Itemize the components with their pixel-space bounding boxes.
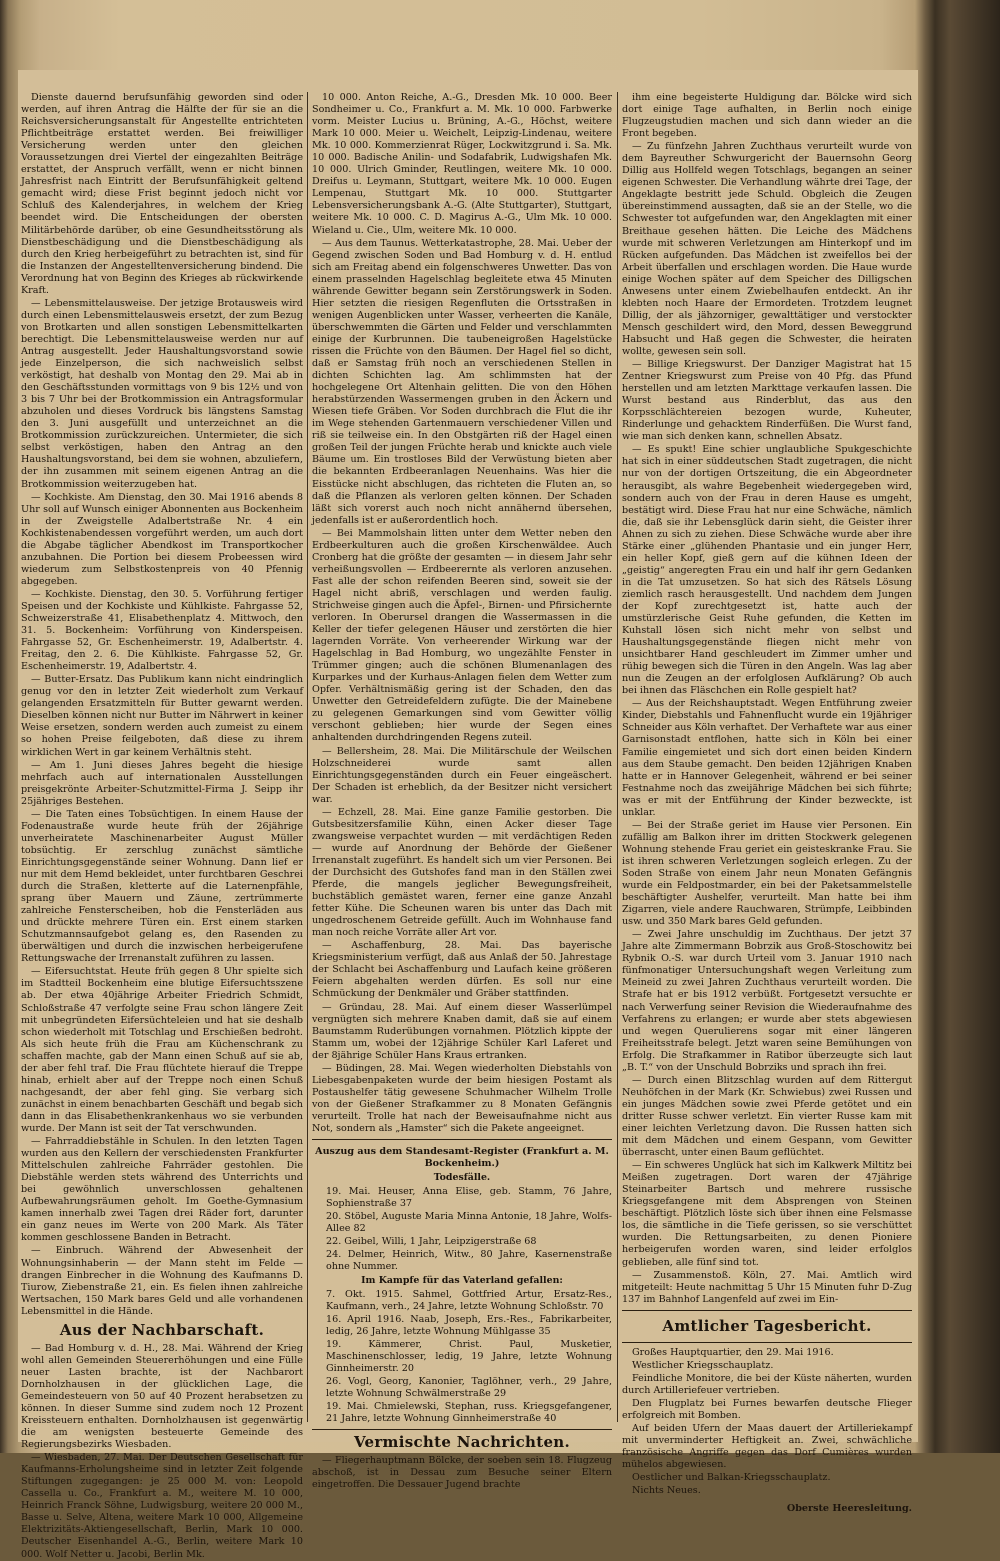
todesfaelle-list <box>312 1186 612 1273</box>
report-paragraph: Feindliche Monitore, die bei der Küste näherten, wurden durch Artilleriefeuer vertrieben. <box>622 1372 912 1396</box>
article-paragraph: — Es spukt! Eine schier unglaubliche Spukgeschichte hat sich in einer süddeutschen Stadt zugetragen, die nicht nur von der dortigen Ortszeitung, die ein Abgeordneter herausgibt, als wahre Begebenheit wiedergegeben wird, sondern auch von der Frau in deren Hause es umgeht, bestätigt wird. Diese Frau hat nur eine Schwäche, nämlich die, daß sie ihr Lebensglück darin sieht, die Geister ihrer Ahnen zu sich zu ziehen. Diese Schwäche wurde aber ihre Stärke einer „glühenden Phantasie und ein junger Herr, ein heller Kopf, gieß gern auf die kühnen Ideen der „geistig“ angeregten Frau ein und half ihr gern Gedanken in die Tat umzusetzen. So hat sich des Rätsels Lösung ziemlich rasch herausgestellt. Und nachdem dem Jungen der Kopf zurechtgesetzt ist, hatte auch der umstürzlerische Geist Ruhe gefunden, die Ketten im Kuhstall lösen sich nicht mehr von selbst und Haushaltungsgegenstände fliegen nicht mehr von unsichtbarer Hand geschleudert im Zimmer umher und rühig bewegen sich die Türen in den Angeln. Was lag aber nun die Zeugen an der erfolglosen Aufklärung? Ob auch bei ihnen das Fläschchen ein Rolle gespielt hat? <box>622 444 912 697</box>
article-paragraph: — Durch einen Blitzschlag wurden auf dem Rittergut Neuhöfchen in der Mark (Kr. Schwiebus) zwei Russen und ein junges Mädchen sowie zwei Pferde getötet und ein dritter Russe schwer verletzt. Ein vierter Russe kam mit einer leichten Verletzung davon. Die Russen hatten sich mit dem Mädchen und einem Gespann, vom Gewitter überrascht, unter einen Baum geflüchtet. <box>622 1074 912 1159</box>
article-paragraph: — Kochkiste. Am Dienstag, den 30. Mai 1916 abends 8 Uhr soll auf Wunsch einiger Abonnenten aus Bockenheim in der Zweigstelle Adalbertstraße Nr. 4 ein Kochkistenabendessen vorgeführt werden, um auch dort die Abgabe täglicher Abendkost im Transportkocher anzubahnen. Die Portion bei diesem Probeessen wird wiederum zum Selbstkostenpreis von 40 Pfennig abgegeben. <box>21 491 303 587</box>
column-left <box>21 92 303 1560</box>
article-paragraph: — Zusammenstoß. Köln, 27. Mai. Amtlich wird mitgeteilt: Heute nachmittag 5 Uhr 15 Minuten fuhr D-Zug 137 im Bahnhof Langenfeld auf zwei im Ein- <box>622 1269 912 1305</box>
column-right <box>622 92 912 1515</box>
register-entry: 7. Okt. 1915. Sahmel, Gottfried Artur, Ersatz-Res., Kaufmann, verh., 24 Jahre, letzte Wohnung Schloßstr. 70 <box>326 1288 612 1312</box>
article-paragraph: — Am 1. Juni dieses Jahres begeht die hiesige mehrfach auch auf internationalen Ausstellungen preisgekrönte Arbeiter-Schutzmittel-Firma J. Seipp ihr 25jähriges Bestehen. <box>21 759 303 807</box>
article-paragraph: — Zu fünfzehn Jahren Zuchthaus verurteilt wurde von dem Bayreuther Schwurgericht der Bauernsohn Georg Dillig aus Hollfeld wegen Totschlags, begangen an seiner eigenen Schwester. Die Verhandlung währte drei Tage, der Angeklagte bestritt jede Schuld. Obgleich die Zeugen übereinstimmend aussagten, daß sie an der Stelle, wo die Schwester tot aufgefunden war, den Angeklagten mit einer Breithaue gesehen hätten. Die Leiche des Mädchens wurde mit schweren Verletzungen am Hinterkopf und im Rücken aufgefunden. Das Mädchen ist zweifellos bei der Arbeit überfallen und erschlagen worden. Die Haue wurde einige Wochen später auf dem Speicher des Dilligschen Anwesens unter einem Zwiebelhaufen entdeckt. An ihr klebten noch Haare der Ermordeten. Trotzdem leugnet Dillig, der als jähzorniger, gewalttätiger und verstockter Mensch geschildert wird, den Mord, dessen Beweggrund Habsucht und Haß gegen die Schwester, die heiraten wollte, gewesen sein soll. <box>622 141 912 357</box>
article-paragraph: — Aus der Reichshauptstadt. Wegen Entführung zweier Kinder, Diebstahls und Fahnenflucht wurde ein 19jähriger Schneider aus Köln verhaftet. Der Verhaftete war aus einer Garnisonstadt entflohen, hatte sich in Köln bei einer Familie eingemietet und sich dort einen beiden Kindern aus dem Staube gemacht. Den beiden 12jährigen Knaben hatte er in Hannover Gelegenheit, während er bei seiner Festnahme noch das zweijährige Mädchen bei sich führte; was er mit der Entführung der Kinder bezweckte, ist unklar. <box>622 698 912 818</box>
todesfaelle-label: Todesfälle. <box>433 1172 491 1184</box>
nachbarschaft-articles <box>21 1343 303 1561</box>
article-paragraph: — Echzell, 28. Mai. Eine ganze Familie gestorben. Die Gutsbesitzersfamilie Kühn, einen Acker dieser Tage zwangsweise verpachtet wurden — mit verdächtigen Reden — wurde auf Anordnung der Behörde der Gießener Irrenanstalt zugeführt. Es handelt sich um vier Personen. Bei der Durchsicht des Gutshofes fand man in den Ställen zwei Pferde, die mangels jeglicher Bewegungsfreiheit, buchstäblich gemästet waren, ferner eine ganze Anzahl fetter Kühe. Die Scheunen waren bis unter das Dach mit ungedroschenem Getreide gefüllt. Auch im Wohnhause fand man noch reiche Vorräte aller Art vor. <box>312 806 612 939</box>
article-paragraph: — Büdingen, 28. Mai. Wegen wiederholten Diebstahls von Liebesgabenpaketen wurde der beim hiesigen Postamt als Postaushelfer tätig gewesene Schuhmacher Wilhelm Trolle von der Gießener Strafkammer zu 8 Monaten Gefängnis verurteilt. Trolle hat nach der Beweisaufnahme nicht aus Not, sondern als „Hamster“ sich die Pakete angeeignet. <box>312 1062 612 1134</box>
gefallen-label: Im Kampfe für das Vaterland gefallen: <box>361 1274 563 1286</box>
section-heading-tagesbericht: Amtlicher Tagesbericht. <box>662 1316 872 1335</box>
report-paragraph: Großes Hauptquartier, den 29. Mai 1916. <box>632 1346 834 1358</box>
register-entry: 22. Geibel, Willi, 1 Jahr, Leipzigerstraße 68 <box>326 1236 537 1248</box>
report-paragraph: Westlicher Kriegsschauplatz. <box>632 1359 774 1371</box>
register-entry: 24. Delmer, Heinrich, Witw., 80 Jahre, Kasernenstraße ohne Nummer. <box>326 1249 612 1273</box>
gefallen-list <box>312 1289 612 1426</box>
article-paragraph: 10 000. Anton Reiche, A.-G., Dresden Mk. 10 000. Beer Sondheimer u. Co., Frankfurt a. M. Mk. 10 000. Farbwerke vorm. Meister Lucius u. Brüning, A.-G., Höchst, weitere Mark 10 000. Meier u. Weichelt, Leipzig-Lindenau, weitere Mk. 10 000. Kommerzienrat Rüger, Lockwitzgrund i. Sa. Mk. 10 000. Badische Anilin- und Sodafabrik, Ludwigshafen Mk. 10 000. Ulrich Gminder, Reutlingen, weitere Mk. 10 000. Dreifus u. Leymann, Stuttgart, weitere Mk. 10 000. Eugen Lempenau, Stuttgart Mk. 10 000. Stuttgarter Lebensversicherungsbank A.-G. (Alte Stuttgarter), Stuttgart, weitere Mk. 10 000. C. D. Magirus A.-G., Ulm Mk. 10 000. Wieland u. Cie., Ulm, weitere Mk. 10 000. <box>312 92 612 236</box>
tagesbericht-articles <box>622 1347 912 1498</box>
register-entry: 19. Kämmerer, Christ. Paul, Musketier, Maschinenschlosser, ledig, 19 Jahre, letzte Wohnung Ginnheimerstr. 20 <box>326 1338 612 1374</box>
article-paragraph: Dienste dauernd berufsunfähig geworden sind oder werden, auf ihren Antrag die Hälfte der für sie an die Reichsversicherungsanstalt für Angestellte entrichteten Pflichtbeiträge erstattet werden. Bei freiwilliger Versicherung werden unter den gleichen Voraussetzungen drei Viertel der eingezahlten Beiträge erstattet, der Anspruch verfällt, wenn er nicht binnen Jahresfrist nach Eintritt der Berufsunfähigkeit geltend gemacht wird; diese Frist beginnt jedoch nicht vor Schluß des Kalenderjahres, in welchem der Krieg beendet wird. Die Entscheidungen der obersten Militärbehörde darüber, ob eine Gesundheitsstörung als Dienstbeschädigung und die Dienstbeschädigung als durch den Krieg herbeigeführt zu betrachten ist, sind für die Instanzen der Angestelltenversicherung bindend. Die Verordnung hat von Beginn des Krieges ab rückwirkende Kraft. <box>21 92 303 296</box>
article-paragraph: — Bei Mammolshain litten unter dem Wetter neben den Erdbeerkulturen auch die großen Kirschenwäldee. Auch Cronberg hat die größte der gesamten — in diesem Jahr sehr verheißungsvollen — Erdbeerernte als verloren anzusehen. Fast alle der schon reifenden Beeren sind, soweit sie der Hagel nicht abriß, verschlagen und werden faulig. Strichweise gingen auch die Äpfel-, Birnen- und Pfirsichernte verloren. In Oberursel drangen die Wassermassen in die Keller der tiefer gelegenen Häuser und zerstörten die hier lagernden Vorräte. Von verheerender Wirkung war der Hagelschlag in Bad Homburg, wo ungezählte Fenster in Trümmer gingen; auch die schönen Blumenanlagen des Kurparkes und der Kurhaus-Anlagen fielen dem Wetter zum Opfer. Verhältnismäßig gering ist der Schaden, den das Unwetter den Getreidefeldern zufügte. Die der Mainebene zu gelegenen Gemarkungen sind vom Gewitter völlig verschont geblieben; hier wurde der Segen eines anhaltenden durchdringenden Regens zuteil. <box>312 527 612 744</box>
report-paragraph: Nichts Neues. <box>632 1485 701 1497</box>
article-paragraph: — Ein schweres Unglück hat sich im Kalkwerk Miltitz bei Meißen zugetragen. Dort waren der 47jährige Steinarbeiter Bartsch und mehrere russische Kriegsgefangene mit dem Absprengen von Steinen beschäftigt. Plötzlich löste sich über ihnen eine Felsmasse los, die sämtliche in die Tiefe gerissen, so sie verschüttet wurden. Die Rettungsarbeiten, zu denen Pioniere herbeigerufen worden waren, sind leider erfolglos geblieben, alle fünf sind tot. <box>622 1160 912 1268</box>
article-paragraph: — Eifersuchtstat. Heute früh gegen 8 Uhr spielte sich im Stadtteil Bockenheim eine blutige Eifersuchtsszene ab. Der etwa 40jährige Arbeiter Friedrich Schmidt, Schloßstraße 47 verfolgte seine Frau schon längere Zeit mit unbegründeten Eifersüchteleien und hat sie deshalb schon wiederholt mit Totschlag und Erschießen bedroht. Als sich heute früh die Frau am Küchenschrank zu schaffen machte, gab der Mann einen Schuß auf sie ab, der aber fehl traf. Die Frau flüchtete hierauf die Treppe hinab, erhielt aber auf der Treppe noch einen Schuß nachgesandt, der aber fehl ging. Sie verbarg sich zunächst in einem benachbarten Geschäft und begab sich dann in das Elisabethenkrankenhaus wo sie verbunden wurde. Der Mann ist seit der Tat verschwunden. <box>21 966 303 1134</box>
column-left-articles <box>21 92 303 1318</box>
signature: Oberste Heeresleitung. <box>786 1503 912 1515</box>
article-paragraph: — Lebensmittelausweise. Der jetzige Brotausweis wird durch einen Lebensmittelausweis ersetzt, der zum Bezug von Brotkarten und allen sonstigen Lebensmittelkarten berechtigt. Die Lebensmittelausweise werden nur auf Antrag ausgestellt. Jeder Haushaltungsvorstand sowie jede Einzelperson, die sich nachweislich selbst verköstigt, hat deshalb von Montag den 29. Mai ab in den Geschäftsstunden vormittags von 9 bis 12½ und von 3 bis 7 Uhr bei der Brotkommission ein Antragsformular abzuholen und dieses Vordruck bis längstens Samstag den 3. Juni ausgefüllt und unterzeichnet an die Brotkommission zurückzureichen. Untermieter, die sich selbst verköstigen, haben den Antrag an den Haushaltungsvorstand, bei dem sie wohnen, abzuliefern, der ihn zusammen mit seinem eigenen Antrag an die Brotkommission weiterzugeben hat. <box>21 297 303 490</box>
article-paragraph: — Aschaffenburg, 28. Mai. Das bayerische Kriegsministerium verfügt, daß aus Anlaß der 50. Jahrestage der Schlacht bei Aschaffenburg und Laufach keine größeren Feiern abgehalten werden dürfen. Es soll nur eine Schmückung der Denkmäler und Gräber stattfinden. <box>312 940 612 1000</box>
article-paragraph: — Bad Homburg v. d. H., 28. Mai. Während der Krieg wohl allen Gemeinden Steuererhöhungen und eine Fülle neuer Lasten brachte, ist der Nachbarort Dornholzhausen in der glücklichen Lage, die Gemeindesteuern von 50 auf 40 Prozent herabsetzen zu können. In dieser Summe sind zudem noch 12 Prozent Kreissteuern enthalten. Dornholzhausen ist gegenwärtig die am wenigsten besteuerte Gemeinde des Regierungsbezirks Wiesbaden. <box>21 1342 303 1451</box>
register-entry: 26. Vogl, Georg, Kanonier, Taglöhner, verh., 29 Jahre, letzte Wohnung Schwälmerstraße 29 <box>326 1375 612 1399</box>
report-paragraph: Auf beiden Ufern der Maas dauert der Artilleriekampf mit unverminderter Heftigkeit an. Zwei, schwächliche französische Angriffe gegen das Dorf Cumières wurden mühelos abgewiesen. <box>622 1422 912 1471</box>
article-paragraph: — Fliegerhauptmann Bölcke, der soeben sein 18. Flugzeug abschoß, ist in Dessau zum Besuche seiner Eltern eingetroffen. Die Dessauer Jugend brachte <box>312 1455 612 1491</box>
article-paragraph: — Bei der Straße geriet im Hause vier Personen. Ein zufällig am Balkon ihrer im dritten Stockwerk gelegenen Wohnung stehende Frau geriet ein geisteskranke Frau. Sie ist ihren schweren Verletzungen sogleich erlegen. Zu der Soden Straße von einem Jahr neun Monaten Gefängnis wurde ein Feldpostmarder, ein bei der Paketsammelstelle beschäftigter Aushelfer, verurteilt. Man hatte bei ihm Zigarren, viele andere Rauchwaren, Strümpfe, Leibbinden usw. und 350 Mark bares Geld gefunden. <box>622 819 912 928</box>
register-entry: 20. Stöbel, Auguste Maria Minna Antonie, 18 Jahre, Wolfs-Allee 82 <box>326 1211 612 1235</box>
article-paragraph: — Kochkiste. Dienstag, den 30. 5. Vorführung fertiger Speisen und der Kochkiste und Kühlkiste. Fahrgasse 52, Schweizerstraße 41, Elisabethenplatz 4. Mittwoch, den 31. 5. Bockenheim: Vorführung von Kinderspeisen. Fahrgasse 52, Gr. Eschenheimerstr. 19, Adalbertstr. 4. Freitag, den 2. 6. Die Kühlkiste. Fahrgasse 52, Gr. Eschenheimerstr. 19, Adalbertstr. 4. <box>21 588 303 673</box>
column-middle-articles <box>312 92 612 1135</box>
vermischte-articles <box>312 1455 612 1491</box>
register-entry: 16. April 1916. Naab, Joseph, Ers.-Res., Fabrikarbeiter, ledig, 26 Jahre, letzte Wohnung Mühlgasse 35 <box>326 1313 612 1337</box>
article-paragraph: — Die Taten eines Tobsüchtigen. In einem Hause der Fodenaustraße wurde heute früh der 26jährige unverheiratete Maschinenarbeiter August Müller tobsüchtig. Er zerschlug zunächst sämtliche Einrichtungsgegenstände seiner Wohnung. Dann lief er nur mit dem Hemd bekleidet, unter furchtbaren Geschrei durch die Straßen, kletterte auf die Laternenpfähle, sprang über Mauern und Zäune, zertrümmerte zahlreiche Fensterscheiben, hob die Fensterläden aus und drückte mehrere Türen ein. Erst einem starken Schutzmannsaufgebot gelang es, den Rasenden zu überwältigen und durch die inzwischen herbeigerufene Rettungswache der Irrenanstalt zuführen zu lassen. <box>21 808 303 965</box>
article-paragraph: — Billige Kriegswurst. Der Danziger Magistrat hat 15 Zentner Kriegswurst zum Preise von 40 Pfg. das Pfund herstellen und am letzten Markttage verkaufen lassen. Die Wurst bestand aus Rinderblut, das aus den Korpsschlächtereien bezogen wurde, Kuheuter, Rinderlunge und gehacktem Rinderfüßen. Die Wurst fand, wie man sich denken kann, schnellen Absatz. <box>622 359 912 443</box>
column-middle <box>312 92 612 1491</box>
article-paragraph: — Gründau, 28. Mai. Auf einem dieser Wasserlümpel vergnügten sich mehrere Knaben damit, daß sie auf einem Baumstamm Ruderübungen vornahmen. Plötzlich kippte der Stamm um, wobei der 12jährige Schüler Karl Laferet und der 8jährige Schüler Hans Kraus ertranken. <box>312 1001 612 1061</box>
article-paragraph: — Zwei Jahre unschuldig im Zuchthaus. Der jetzt 37 Jahre alte Zimmermann Bobrzik aus Groß-Stoschowitz bei Rybnik O.-S. war durch Urteil vom 3. Januar 1910 nach fünfmonatiger Untersuchungshaft wegen Verleitung zum Meineid zu zwei Jahren Zuchthaus verurteilt worden. Die Strafe hat er bis 1912 verbüßt. Fortgesetzt versuchte er nach Verwerfung seiner Revision die Wiederaufnahme des Verfahrens zu erlangen; er wurde aber stets abgewiesen und wegen Querulierens sogar mit einer längeren Freiheitsstrafe belegt. Jetzt waren seine Bemühungen von Erfolg. Die Strafkammer in Ratibor überzeugte sich laut „B. T.“ von der Unschuld Bobrziks und sprach ihn frei. <box>622 929 912 1073</box>
article-paragraph: — Einbruch. Während der Abwesenheit der Wohnungsinhaberin — der Mann steht im Felde — drangen Einbrecher in die Wohnung des Kaufmanns D. Tiurow, Ziebenstraße 21, ein. Es fielen ihnen zahlreiche Wertsachen, 150 Mark bares Geld und alle vorhandenen Lebensmittel in die Hände. <box>21 1245 303 1317</box>
article-paragraph: — Butter-Ersatz. Das Publikum kann nicht eindringlich genug vor den in letzter Zeit wiederholt zum Verkauf gelangenden Ersatzmitteln für Butter gewarnt werden. Dieselben können nicht nur Butter im Nährwert in keiner Weise ersetzen, sondern werden auch zumeist zu einem so hohen Preise feilgeboten, daß diese zu ihrem wirklichen Wert in gar keinem Verhältnis steht. <box>21 674 303 758</box>
standesamt-register-heading: Auszug aus dem Standesamt-Register (Frankfurt a. M. Bockenheim.) <box>315 1146 609 1170</box>
article-paragraph: — Wiesbaden, 27. Mai. Der Deutschen Gesellschaft für Kaufmanns-Erholungsheime sind in letzter Zeit folgende Stiftungen zugegangen: je 25 000 M. von: Leopold Cassella u. Co., Frankfurt a. M., weitere M. 10 000, Heinrich Franck Söhne, Ludwigsburg, weitere 20 000 M., Basse u. Selve, Altena, weitere Mark 10 000, Allgemeine Elektrizitäts-Aktiengesellschaft, Berlin, Mark 10 000. Deutscher Eisenhandel A.-G., Berlin, weitere Mark 10 000. Wolf Netter u. Jacobi, Berlin Mk. <box>21 1452 303 1560</box>
newspaper-page <box>18 70 918 1560</box>
standesamt-register-box <box>312 1139 612 1430</box>
report-paragraph: Oestlicher und Balkan-Kriegsschauplatz. <box>632 1472 831 1484</box>
report-paragraph: Den Flugplatz bei Furnes bewarfen deutsche Flieger erfolgreich mit Bomben. <box>622 1397 912 1421</box>
register-entry: 19. Mai. Chmielewski, Stephan, russ. Kriegsgefangener, 21 Jahre, letzte Wohnung Ginnheimerstraße 40 <box>326 1400 612 1425</box>
article-paragraph: — Aus dem Taunus. Wetterkatastrophe, 28. Mai. Ueber der Gegend zwischen Soden und Bad Homburg v. d. H. entlud sich am Freitag abend ein folgenschweres Unwetter. Das von einem prasselnden Hagelschlag begleitete etwa 45 Minuten währende Gewitter begann sein Zerstörungswerk in Soden. Hier setzten die riesigen Regenfluten die Ortsstraßen in wenigen Augenblicken unter Wasser, verheerten die Kanäle, überschwemmten die Gärten und Felder und verschlammten einige der Kurbrunnen. Die taubeneigroßen Hagelstücke rissen die Früchte von den Bäumen. Der Hagel fiel so dicht, daß er Samstag früh noch an verschiedenen Stellen in dichten Schichten lag. Am schlimmsten hat der hochgelegene Ort Altenhain gelitten. Die von den Höhen herabstürzenden Wassermengen gruben in den Äckern und Wiesen tiefe Gräben. Vor Soden durchbrach die Flut die ihr im Wege stehenden Gartenmauern verschiedener Villen und riß sie teilweise ein. In den Obstgärten riß der Hagel einen großen Teil der jungen Früchte herab und knickte auch viele Bäume um. Ein trostloses Bild der Verwüstung bieten aber die bekannten Erdbeeranlagen Neuenhains. Was hier die Eisstücke nicht abschlugen, das richteten die Fluten an, so daß die Pflanzen als verloren gelten können. Der Schaden läßt sich vorerst auch noch nicht annähernd übersehen, jedenfalls ist er außerordentlich hoch. <box>312 237 612 526</box>
column-rule <box>617 92 618 1422</box>
tagesbericht-box <box>622 1310 912 1343</box>
register-entry: 19. Mai. Heuser, Anna Elise, geb. Stamm, 76 Jahre, Sophienstraße 37 <box>326 1186 612 1210</box>
article-paragraph: ihm eine begeisterte Huldigung dar. Bölcke wird sich dort einige Tage aufhalten, in Berlin noch einige Flugzeugstudien machen und sich dann wieder an die Front begeben. <box>622 92 912 140</box>
column-right-articles <box>622 92 912 1306</box>
column-rule <box>307 92 308 1422</box>
section-heading-vermischte: Vermischte Nachrichten. <box>353 1433 571 1452</box>
section-heading-nachbarschaft: Aus der Nachbarschaft. <box>59 1320 265 1339</box>
article-paragraph: — Fahrraddiebstähle in Schulen. In den letzten Tagen wurden aus den Kellern der verschiedensten Frankfurter Mittelschulen zahlreiche Fahrräder gestohlen. Die Diebstähle werden stets während des Unterrichts und bei gewöhnlich unverschlossen gehaltenen Aufbewahrungsräumen geholt. Im Goethe-Gymnasium kamen innerhalb zwei Tagen drei Räder fort, darunter ein ganz neues im Werte von 200 Mark. Als Täter kommen geschlossene Banden in Betracht. <box>21 1136 303 1244</box>
article-paragraph: — Bellersheim, 28. Mai. Die Militärschule der Weilschen Holzschneiderei wurde samt allen Einrichtungsgegenständen durch ein Feuer eingeäschert. Der Schaden ist erheblich, da der Besitzer nicht versichert war. <box>312 745 612 805</box>
